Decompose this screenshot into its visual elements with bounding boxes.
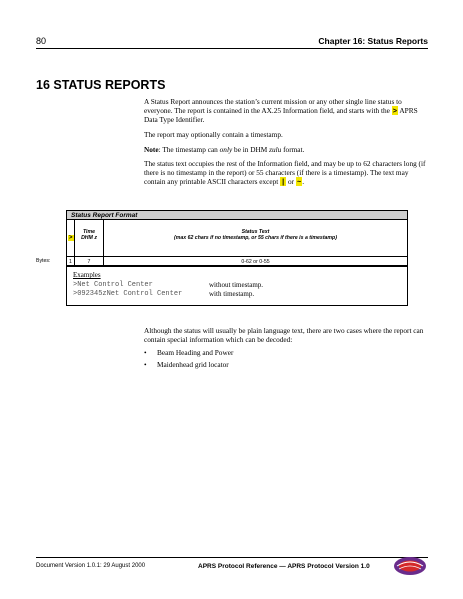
note-text-a: : The timestamp can [158,145,220,154]
tilde-char-highlight: ~ [296,177,302,186]
bytes-col1: 1 [66,256,75,266]
paragraph-intro [144,97,428,124]
status-text-end: . [302,177,305,186]
note-label: Note [144,145,159,154]
note-zulu: zulu [269,145,282,154]
aprs-logo-icon [393,556,427,576]
pipe-char-highlight: | [282,177,285,186]
bullet-icon: • [144,348,147,357]
status-text-or: or [286,177,296,186]
footer-version: Document Version 1.0.1: 29 August 2000 [36,563,146,569]
note-text-c: format. [281,145,305,154]
examples-box [66,266,408,306]
bullet-icon: • [144,360,147,369]
examples-label: Examples [73,271,101,279]
note-text-b: be in DHM [232,145,270,154]
bullet-text-maidenhead: Maidenhead grid locator [157,360,229,369]
data-type-identifier-highlight: > [392,106,397,115]
example-code-1: >Net Control Center [73,281,153,289]
example-desc-1: without timestamp. [209,281,264,289]
section-heading: 16 STATUS REPORTS [36,78,166,92]
header-rule [36,48,428,49]
bullet-text-beam-heading: Beam Heading and Power [157,348,234,357]
paragraph-timestamp: The report may optionally contain a timestamp. [144,130,283,139]
table-col3-header-cell [103,219,408,257]
status-text-a: The status text occupies the rest of the Information field, and may be up to 62 characters long (if there is no timestamp in the report) or 55 characters (if there is a timestamp). The text may contain any printable ASCII characters except [144,159,426,186]
paragraph-intro-text-b: APRS Data Type Identifier. [144,106,418,124]
example-code-2: >092345zNet Control Center [73,290,183,298]
status-report-format-table [66,210,408,266]
note-only: only [219,145,233,154]
dhm-header: DHM z [81,235,97,241]
bytes-col2: 7 [74,256,104,266]
chapter-title: Chapter 16: Status Reports [318,36,428,46]
paragraph-decodable: Although the status will usually be plain language text, there are two cases where the report can contain special information which can be decoded: [144,326,424,344]
page-number: 80 [36,36,47,46]
example-desc-2: with timestamp. [209,290,255,298]
bytes-label: Bytes: [36,258,51,264]
table-title: Status Report Format [66,210,408,220]
paragraph-status-text [144,159,428,186]
table-col2-header-cell [74,219,104,257]
footer-rule [36,557,428,558]
time-header: Time [82,229,95,235]
footer-title: APRS Protocol Reference — APRS Protocol Version 1.0 [198,563,370,570]
dti-highlight: > [69,235,73,241]
bytes-col3: 0-62 or 0-55 [103,256,408,266]
status-text-header: Status Text [241,229,270,235]
status-text-subheader: (max 62 chars if no timestamp, or 55 chars if there is a timestamp) [174,235,337,241]
paragraph-intro-text-a: A Status Report announces the station’s current mission or any other single line status to everyone. The report is contained in the AX.25 Information field, and starts with the [144,97,402,115]
paragraph-note [144,145,428,154]
